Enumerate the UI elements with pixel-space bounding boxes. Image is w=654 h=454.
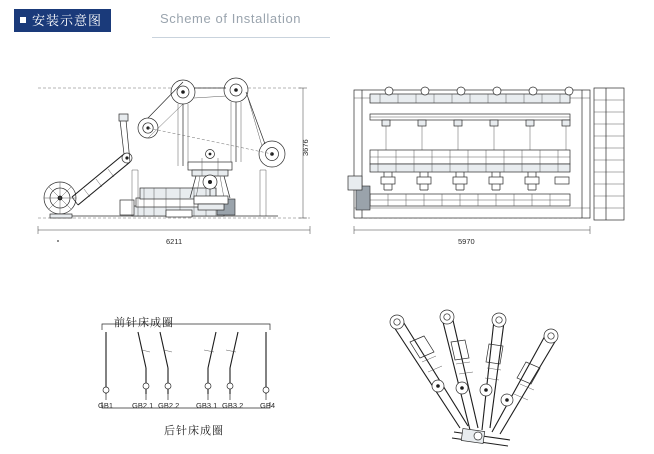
guide-bar-gb2 bbox=[138, 332, 172, 400]
bar-label-gb22: GB2.2 bbox=[158, 401, 180, 410]
machine-side-view-diagram bbox=[20, 58, 330, 248]
side-view-width-dim: 6211 bbox=[166, 237, 183, 246]
side-view-left-roller bbox=[44, 182, 76, 242]
linkage-arm-4 bbox=[492, 329, 558, 434]
header-divider bbox=[152, 37, 330, 38]
bar-label-gb21: GB2.1 bbox=[132, 401, 154, 410]
bar-label-gb1: GB1 bbox=[98, 401, 114, 410]
front-view-dimension-frame bbox=[354, 218, 590, 234]
linkage-arm-1 bbox=[390, 315, 468, 428]
guide-bar-gb1 bbox=[103, 332, 109, 400]
linkage-arm-3 bbox=[480, 313, 506, 430]
needle-bar-title-top: 前针床成圈 bbox=[114, 317, 174, 329]
linkage-svg bbox=[350, 300, 620, 450]
machine-front-view-diagram bbox=[340, 58, 640, 248]
side-view-base bbox=[50, 188, 278, 217]
bar-label-gb32: GB3.2 bbox=[222, 401, 244, 410]
page-title-cn: 安装示意图 bbox=[32, 13, 103, 28]
page-header bbox=[0, 0, 654, 40]
side-view-height-dim: 3676 bbox=[301, 139, 310, 156]
guide-bar-gb3 bbox=[204, 332, 238, 400]
needle-bar-title-bottom: 后针床成圈 bbox=[164, 425, 224, 437]
side-view-svg bbox=[20, 58, 330, 248]
page-title-badge bbox=[14, 9, 111, 32]
bar-label-gb4: GB4 bbox=[260, 401, 276, 410]
needle-bar-bottom-bracket bbox=[102, 402, 270, 408]
front-view-svg bbox=[340, 58, 640, 248]
front-view-top-beam bbox=[370, 87, 573, 103]
bar-label-gb31: GB3.1 bbox=[196, 401, 218, 410]
linkage-mechanism-diagram bbox=[350, 300, 620, 450]
side-view-diagonal-arm bbox=[72, 114, 132, 205]
side-view-knitting-head bbox=[188, 150, 232, 211]
guide-bar-gb4 bbox=[263, 332, 269, 400]
front-view-width-dim: 5970 bbox=[458, 237, 475, 246]
front-view-side-column bbox=[594, 88, 624, 220]
square-bullet-icon bbox=[20, 17, 26, 23]
needle-bar-looping-diagram bbox=[84, 308, 324, 438]
page-title-en: Scheme of Installation bbox=[160, 11, 302, 26]
